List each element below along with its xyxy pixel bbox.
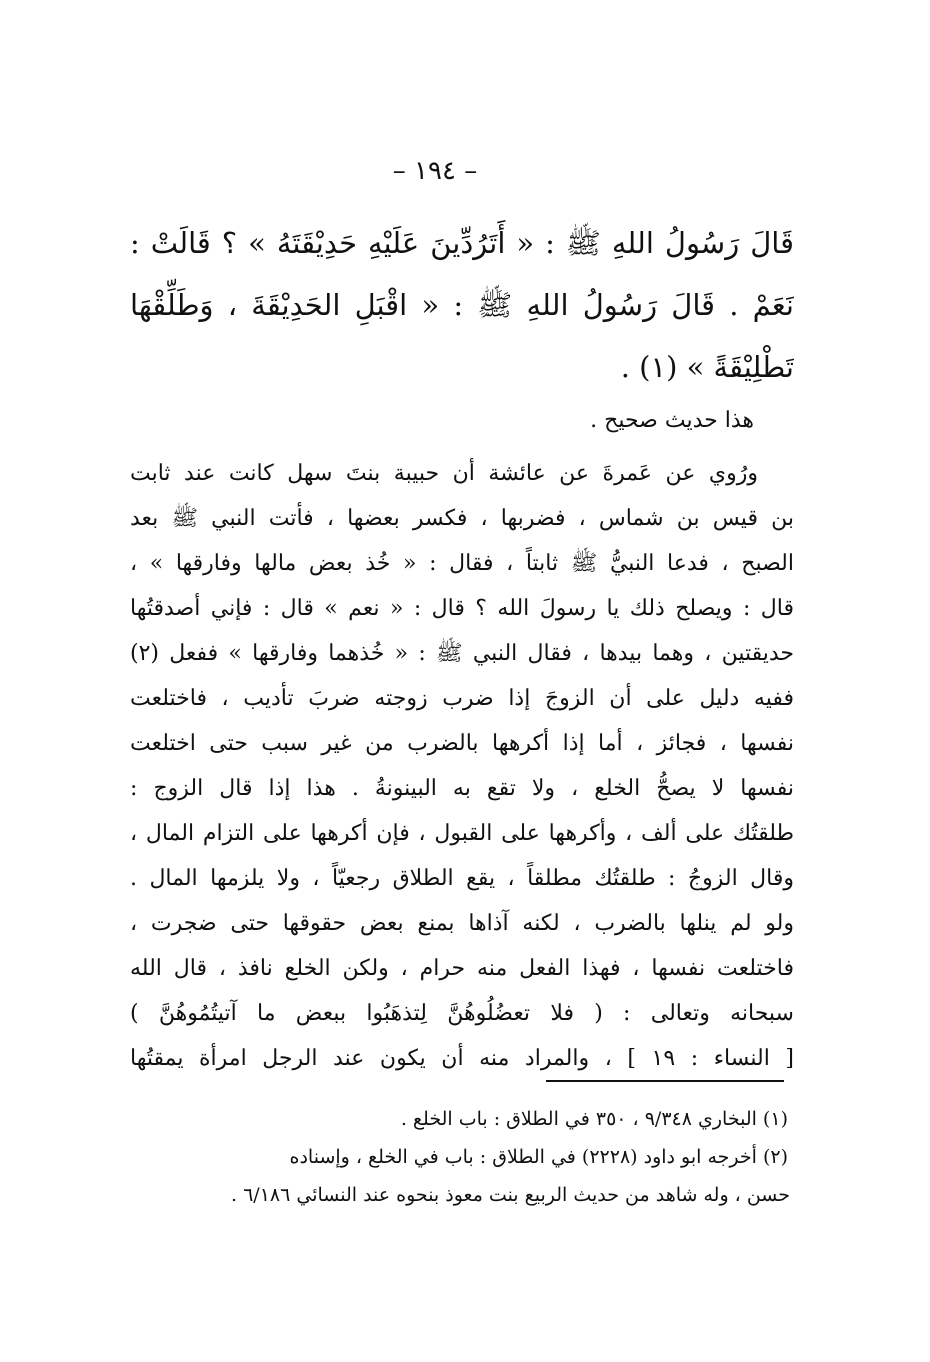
paragraph-line-4: قال : ويصلح ذلك يا رسولَ الله ؟ قال : « نعم » قال : فإني أصدقتُها <box>130 596 794 621</box>
paragraph-line-12: فاختلعت نفسها ، فهذا الفعل منه حرام ، ولكن الخلع نافذ ، قال الله <box>130 956 794 981</box>
paragraph-line-3: الصبح ، فدعا النبيُّ ﷺ ثابتاً ، فقال : « خُذ بعض مالها وفارقها » ، <box>130 551 794 576</box>
paragraph-line-11: ولو لم ينلها بالضرب ، لكنه آذاها بمنع بعض حقوقها حتى ضجرت ، <box>130 911 794 936</box>
paragraph-line-7: نفسها ، فجائز ، أما إذا أكرهها بالضرب من غير سبب حتى اختلعت <box>130 731 794 756</box>
paragraph-line-5: حديقتين ، وهما بيدها ، فقال النبي ﷺ : « خُذهما وفارقها » ففعل (٢) <box>130 641 794 666</box>
opening-line-2: نَعَمْ . قَالَ رَسُولُ اللهِ ﷺ : « اقْبَلِ الحَدِيْقَةَ ، وَطَلِّقْهَا <box>130 288 794 322</box>
paragraph-line-10: وقال الزوجُ : طلقتُك مطلقاً ، يقع الطلاق رجعيّاً ، ولا يلزمها المال . <box>130 866 794 891</box>
main-text <box>130 212 794 1081</box>
footnote-divider <box>546 1080 784 1082</box>
opening-line-3: تَطْلِيْقَةً » (١) . <box>620 350 794 384</box>
footnote-2-continuation: حسن ، وله شاهد من حديث الربيع بنت معوذ بنحوه عند النسائي ٦/١٨٦ . <box>231 1184 790 1206</box>
footnote-2: (٢) أخرجه ابو داود (٢٢٢٨) في الطلاق : باب في الخلع ، وإسناده <box>289 1146 788 1168</box>
paragraph-line-8: نفسها لا يصحُّ الخلع ، ولا تقع به البينونةُ . هذا إذا قال الزوج : <box>130 776 794 801</box>
paragraph-line-14: [ النساء : ١٩ ] ، والمراد منه أن يكون عند الرجل امرأة يمقتُها <box>130 1046 794 1071</box>
paragraph-line-2: بن قيس بن شماس ، فضربها ، فكسر بعضها ، فأتت النبي ﷺ بعد <box>130 506 794 531</box>
page-number: – ١٩٤ – <box>392 156 478 186</box>
footnote-1: (١) البخاري ٩/٣٤٨ ، ٣٥٠ في الطلاق : باب الخلع . <box>400 1108 788 1130</box>
paragraph-line-13: سبحانه وتعالى : ( فلا تعضُلُوهُنَّ لِتذهَبُوا ببعض ما آتيتُمُوهُنَّ ) <box>130 1001 794 1026</box>
opening-line-1: قَالَ رَسُولُ اللهِ ﷺ : « أَتَرُدِّينَ عَلَيْهِ حَدِيْقَتَهُ » ؟ قَالَتْ : <box>130 226 794 260</box>
footnotes <box>130 1100 794 1214</box>
paragraph-line-9: طلقتُك على ألف ، وأكرهها على القبول ، فإن أكرهها على التزام المال ، <box>130 821 794 846</box>
hadith-verdict: هذا حديث صحيح . <box>590 408 754 433</box>
paragraph-line-1: ورُوي عن عَمرةَ عن عائشة أن حبيبة بنتَ سهل كانت عند ثابت <box>130 461 758 486</box>
paragraph-line-6: ففيه دليل على أن الزوجَ إذا ضرب زوجته ضربَ تأديب ، فاختلعت <box>130 686 794 711</box>
